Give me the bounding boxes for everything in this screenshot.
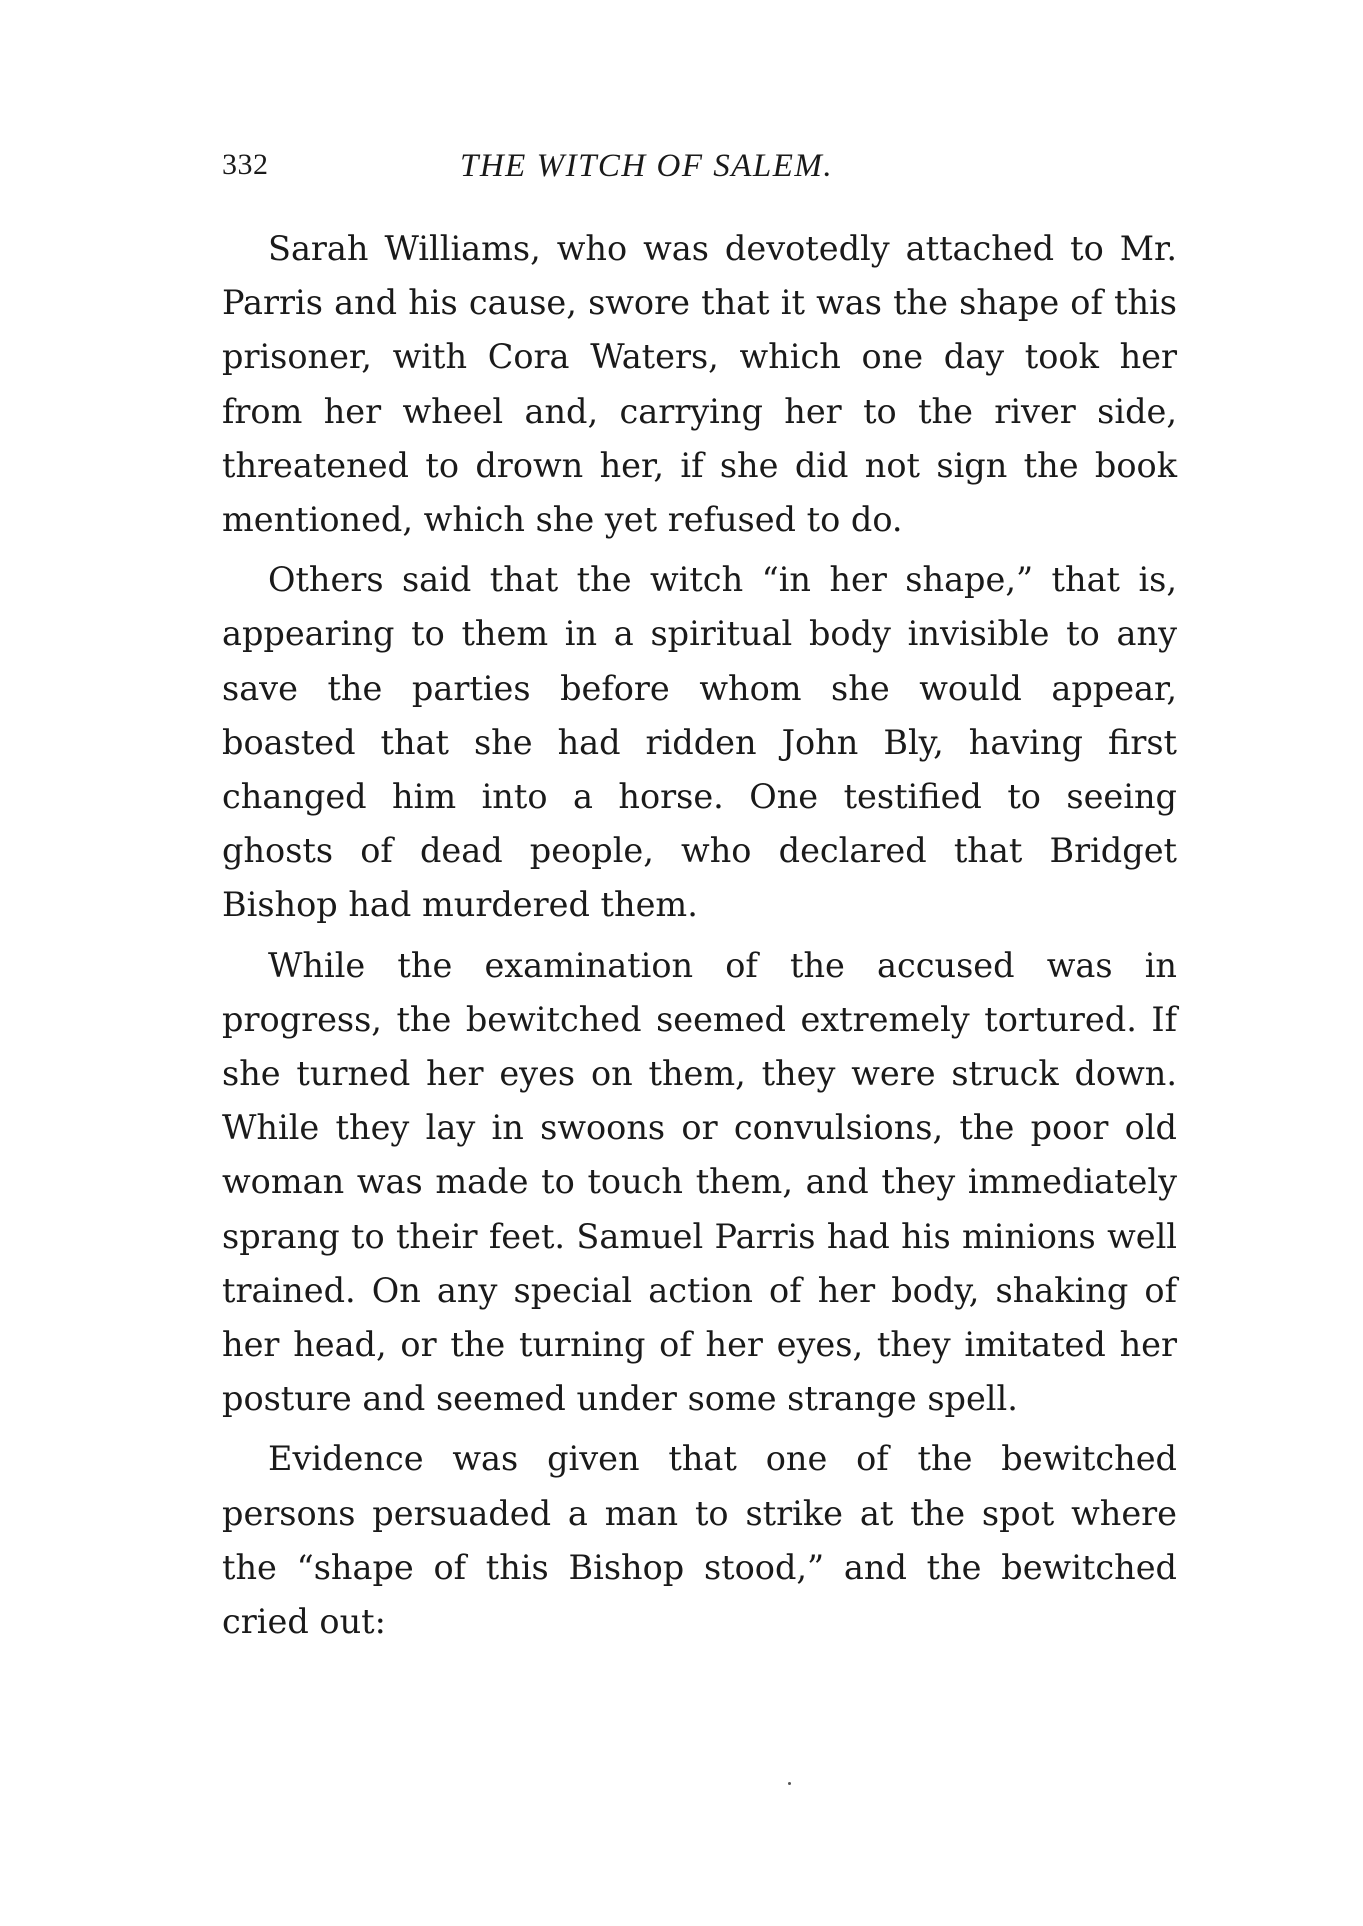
body-text xyxy=(222,222,1177,1649)
running-title: THE WITCH OF SALEM. xyxy=(460,148,834,184)
paragraph: While the examination of the accused was in progress, the bewitched seemed extremely tortured. If she turned her eyes on them, they were struck down. While they lay in swoons or convulsions, the poor old woman was made to touch them, and they immediately sprang to their feet. Samuel Parris had his minions well trained. On any special action of her body, shaking of her head, or the turning of her eyes, they imitated her posture and seemed under some strange spell. xyxy=(222,945,1177,1419)
paper-speck xyxy=(788,1782,791,1785)
page-number: 332 xyxy=(222,148,269,181)
paragraph: Evidence was given that one of the bewitched persons persuaded a man to strike at the spot where the “shape of this Bishop stood,” and the bewitched cried out: xyxy=(222,1439,1177,1642)
paragraph: Sarah Williams, who was devotedly attached to Mr. Parris and his cause, swore that it was the shape of this prisoner, with Cora Waters, which one day took her from her wheel and, carrying her to the river side, threatened to drown her, if she did not sign the book mentioned, which she yet refused to do. xyxy=(222,229,1177,540)
page-header xyxy=(0,148,1363,198)
paragraph: Others said that the witch “in her shape,” that is, appearing to them in a spiritual body invisible to any save the parties before whom she would appear, boasted that she had ridden John Bly, having first changed him into a horse. One testified to seeing ghosts of dead people, who declared that Bridget Bishop had murdered them. xyxy=(222,560,1177,925)
